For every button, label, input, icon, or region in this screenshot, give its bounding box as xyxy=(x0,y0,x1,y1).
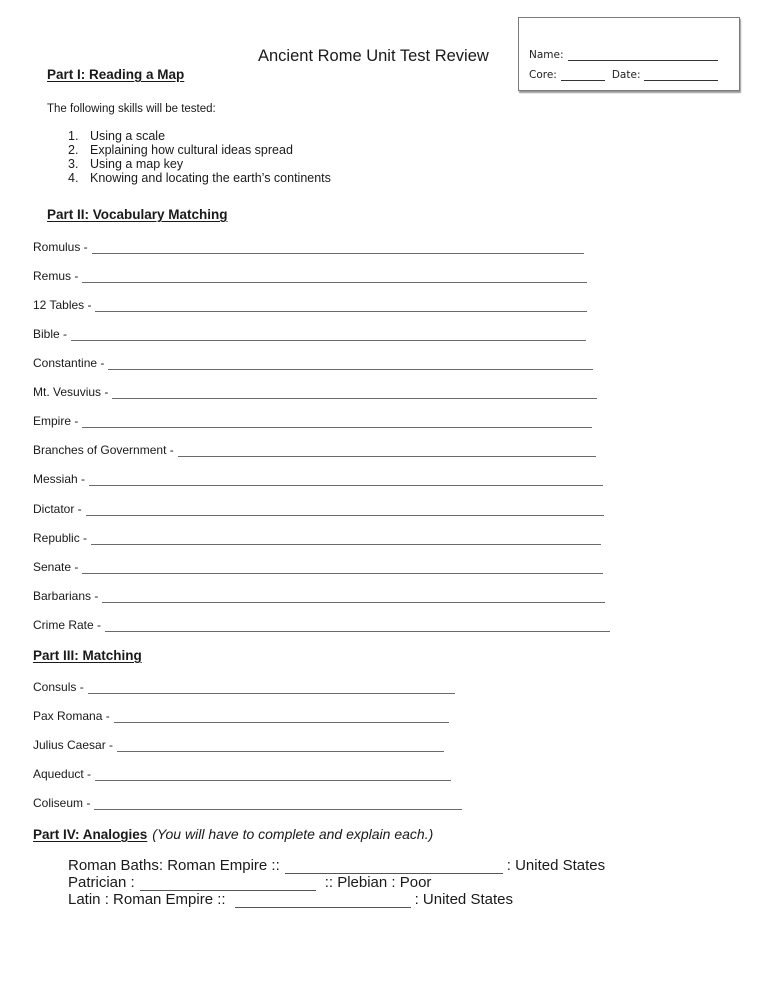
date-field[interactable] xyxy=(644,70,718,81)
answer-line[interactable] xyxy=(92,242,584,254)
vocab-row: Empire - xyxy=(33,414,592,428)
answer-line[interactable] xyxy=(94,798,462,810)
answer-line[interactable] xyxy=(95,769,451,781)
answer-line[interactable] xyxy=(117,740,444,752)
vocab-row: Bible - xyxy=(33,327,586,341)
name-row xyxy=(529,49,718,61)
part1-heading: Part I: Reading a Map xyxy=(47,67,185,82)
vocab-row: Mt. Vesuvius - xyxy=(33,385,597,399)
skills-list xyxy=(68,129,331,185)
answer-line[interactable] xyxy=(108,358,593,370)
vocab-row: Republic - xyxy=(33,531,601,545)
vocab-row: Barbarians - xyxy=(33,589,605,603)
part1-intro: The following skills will be tested: xyxy=(47,103,216,115)
matching-row: Pax Romana - xyxy=(33,709,449,723)
name-label: Name: xyxy=(529,49,564,61)
vocab-row: Crime Rate - xyxy=(33,618,610,632)
vocab-row: Romulus - xyxy=(33,240,584,254)
vocab-row: Remus - xyxy=(33,269,587,283)
analogy-blank[interactable] xyxy=(285,859,503,874)
vocab-row: Messiah - xyxy=(33,472,603,486)
matching-row: Consuls - xyxy=(33,680,455,694)
core-label: Core: xyxy=(529,69,557,81)
analogy-row: Patrician : :: Plebian : Poor xyxy=(68,874,432,891)
answer-line[interactable] xyxy=(112,387,597,399)
answer-line[interactable] xyxy=(102,591,605,603)
name-field[interactable] xyxy=(568,50,718,61)
answer-line[interactable] xyxy=(71,329,586,341)
part4-heading: Part IV: Analogies xyxy=(33,827,148,842)
skill-item: 1. Using a scale xyxy=(68,129,166,143)
analogy-blank[interactable] xyxy=(235,893,411,908)
answer-line[interactable] xyxy=(88,682,455,694)
vocab-row: Senate - xyxy=(33,560,603,574)
part3-heading: Part III: Matching xyxy=(33,648,142,663)
part4-note: (You will have to complete and explain each.) xyxy=(152,826,434,842)
answer-line[interactable] xyxy=(89,474,603,486)
answer-line[interactable] xyxy=(178,445,596,457)
answer-line[interactable] xyxy=(82,416,592,428)
answer-line[interactable] xyxy=(95,300,587,312)
analogy-row: Latin : Roman Empire :: : United States xyxy=(68,891,513,908)
page-title: Ancient Rome Unit Test Review xyxy=(258,47,489,65)
analogy-blank[interactable] xyxy=(140,876,316,891)
student-info-box xyxy=(518,17,740,91)
matching-row: Aqueduct - xyxy=(33,767,451,781)
vocab-row: Branches of Government - xyxy=(33,443,596,457)
answer-line[interactable] xyxy=(105,620,610,632)
answer-line[interactable] xyxy=(82,271,587,283)
analogy-row: Roman Baths: Roman Empire :: : United States xyxy=(68,857,606,874)
core-date-row xyxy=(529,69,718,81)
date-label: Date: xyxy=(611,69,641,81)
answer-line[interactable] xyxy=(86,504,604,516)
skill-item: 4. Knowing and locating the earth’s continents xyxy=(68,171,331,185)
matching-row: Coliseum - xyxy=(33,796,462,810)
answer-line[interactable] xyxy=(91,533,601,545)
matching-row: Julius Caesar - xyxy=(33,738,444,752)
skill-item: 2. Explaining how cultural ideas spread xyxy=(68,143,293,157)
vocab-row: Dictator - xyxy=(33,502,604,516)
skill-item: 3. Using a map key xyxy=(68,157,184,171)
part4-header xyxy=(33,826,433,842)
answer-line[interactable] xyxy=(114,711,449,723)
core-field[interactable] xyxy=(561,70,605,81)
vocab-row: Constantine - xyxy=(33,356,593,370)
part2-heading: Part II: Vocabulary Matching xyxy=(47,207,228,222)
vocab-row: 12 Tables - xyxy=(33,298,587,312)
answer-line[interactable] xyxy=(82,562,603,574)
